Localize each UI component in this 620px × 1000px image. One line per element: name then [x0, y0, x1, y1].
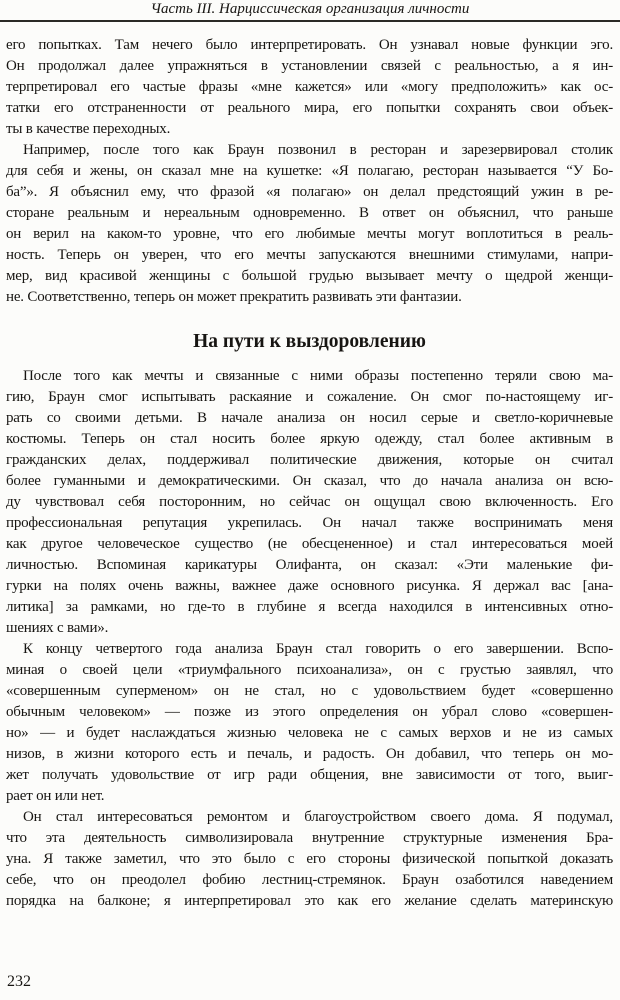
text-line: его попытках. Там нечего было интерпретировать. Он узнавал новые функции эго. [6, 37, 613, 53]
text-line: мер, вид красивой женщины с большой грудью вызывает мечту о щедрой женщи- [6, 268, 613, 284]
text-line: ду чувствовал себя посторонним, но сейчас он ощущал свою включенность. Его [6, 494, 613, 510]
text-line: жет получать удовольствие от игр ради общения, вне зависимости от того, выиг- [6, 767, 613, 783]
text-line: костюмы. Теперь он стал носить более яркую одежду, стал более активным в [6, 431, 613, 447]
text-line: гурки на полях очень важны, важнее даже основного рисунка. Я держал вас [ана- [6, 578, 613, 594]
text-line: После того как мечты и связанные с ними образы постепенно теряли свою ма- [23, 368, 613, 384]
text-line: что эта деятельность символизировала внутренние структурные изменения Бра- [6, 830, 613, 846]
text-line: «совершенным суперменом» он не стал, но с удовольствием будет «совершенно [6, 683, 613, 699]
text-line: профессиональная репутация укрепилась. Он начал также воспринимать меня [6, 515, 613, 531]
page-number: 232 [7, 973, 31, 990]
text-line: Он продолжал далее упражняться в установлении связей с реальностью, а я ин- [6, 58, 613, 74]
text-line: литика] за рамками, но где-то в глубине я всегда находился в интенсивных отно- [6, 599, 613, 615]
text-line: низов, в жизни которого есть и печаль, и радость. Он добавил, что теперь он мо- [6, 746, 613, 762]
header-rule [0, 20, 620, 22]
text-line: Например, после того как Браун позвонил в ресторан и зарезервировал столик [23, 142, 613, 158]
text-line: Он стал интересоваться ремонтом и благоустройством своего дома. Я подумал, [23, 809, 613, 825]
running-head: Часть III. Нарциссическая организация личности [150, 1, 470, 17]
text-line: порядка на балконе; я интерпретировал это как его желание сделать материнскую [6, 893, 613, 909]
paragraph [6, 639, 613, 807]
text-line: ты в качестве переходных. [6, 121, 171, 137]
text-line: но» — и будет наслаждаться жизнью человека не с самых верхов и не из самых [6, 725, 613, 741]
text-line: миная о своей цели «триумфального психоанализа», он с грустью заявлял, что [6, 662, 613, 678]
text-line: как другое человеческое существо (не обесцененное) и стал интересоваться моей [6, 536, 613, 552]
body-text [6, 35, 613, 912]
section-heading: На пути к выздоровлению [193, 331, 426, 352]
text-line: ба”». Я объяснил ему, что фразой «я полагаю» он делал предстоящий ужин в ре- [6, 184, 613, 200]
paragraph [6, 366, 613, 639]
text-line: сторане реальным и нереальным одновременно. В ответ он объяснил, что раньше [6, 205, 613, 221]
text-line: гражданских делах, поддерживал политические движения, которые он считал [6, 452, 613, 468]
text-line: рает он или нет. [6, 788, 105, 804]
paragraph [6, 140, 613, 308]
text-line: уна. Я также заметил, что это было с его стороны физической попыткой доказать [6, 851, 613, 867]
text-line: личностью. Вспоминая карикатуры Олифанта, он сказал: «Эти маленькие фи- [6, 557, 613, 573]
text-line: обычным человеком» — позже из этого определения он убрал слово «совершен- [6, 704, 613, 720]
text-line: ность. Теперь он уверен, что его мечты запускаются внешними стимулами, напри- [6, 247, 613, 263]
text-line: шениях с вами». [6, 620, 109, 636]
text-line: более гуманными и демократическими. Он сказал, что до начала анализа он всю- [6, 473, 613, 489]
paragraph [6, 807, 613, 912]
text-line: для себя и жены, он сказал мне на кушетке: «Я полагаю, ресторан называется “У Бо- [6, 163, 613, 179]
text-line: себе, что он преодолел фобию лестниц-стремянок. Браун озаботился наведением [6, 872, 613, 888]
paragraph [6, 35, 613, 140]
text-line: татки его отстраненности от реального мира, его попытки сохранять свои объек- [6, 100, 613, 116]
text-line: К концу четвертого года анализа Браун стал говорить о его завершении. Вспо- [23, 641, 613, 657]
text-line: он верил на каком-то уровне, что его любимые мечты могут воплотиться в реаль- [6, 226, 613, 242]
text-line: не. Соответственно, теперь он может прекратить развивать эти фантазии. [6, 289, 462, 305]
text-line: гию, Браун смог испытывать раскаяние и сожаление. Он смог по-настоящему иг- [6, 389, 613, 405]
text-line: рать со своими детьми. В начале анализа он носил серые и светло-коричневые [6, 410, 613, 426]
text-line: терпретировал его частые фразы «мне кажется» или «могу предположить» как ос- [6, 79, 613, 95]
